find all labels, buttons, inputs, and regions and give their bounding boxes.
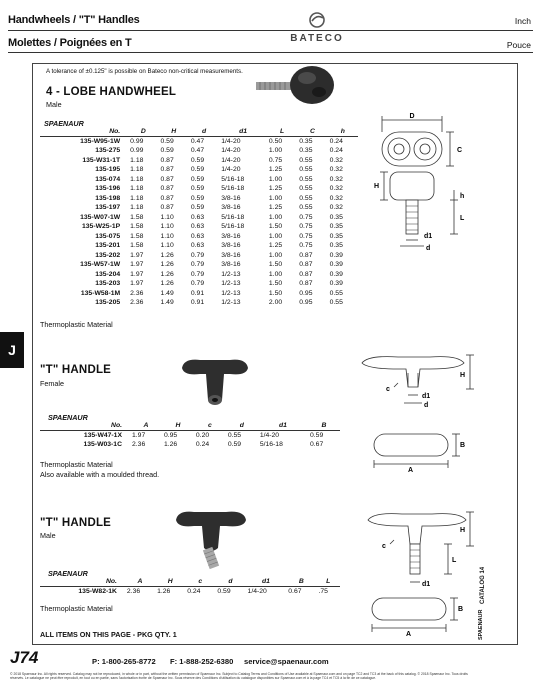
table-cell: 0.79 — [190, 270, 205, 278]
table-cell: 1.00 — [268, 147, 283, 154]
table-cell: 1.26 — [160, 280, 174, 287]
table-cell: 0.59 — [190, 185, 205, 192]
section2-extra-note: Also available with a moulded thread. — [40, 470, 160, 479]
table-row — [40, 440, 340, 450]
table-cell: 1.18 — [130, 194, 144, 202]
column-header: d1 — [258, 421, 308, 430]
part-number-cell: 135-203 — [95, 280, 121, 287]
section3-subtitle: Male — [40, 531, 56, 540]
table-cell: 0.87 — [299, 251, 313, 259]
table-cell: 0.87 — [160, 194, 174, 202]
section2-subtitle: Female — [40, 379, 64, 388]
section1-subtitle: Male — [46, 100, 62, 109]
header-title-en: Handwheels / "T" Handles — [8, 14, 140, 26]
table-row — [40, 279, 358, 289]
part-number-cell: 135-W58-1M — [80, 289, 121, 297]
diagram-label-d: d — [426, 245, 431, 252]
table-cell: 1/4-20 — [221, 137, 241, 145]
table-cell: 0.59 — [310, 431, 324, 439]
table-cell: 0.55 — [329, 289, 343, 297]
t-handle-female-image — [180, 350, 250, 410]
table-cell: 1.25 — [268, 204, 283, 211]
part-number-cell: 135-204 — [95, 270, 121, 278]
table-cell: 1.58 — [130, 213, 144, 221]
table-cell: 1.50 — [268, 223, 283, 230]
table-cell: 1.97 — [130, 280, 144, 287]
table-cell: 1.10 — [160, 223, 174, 230]
table-cell: 0.59 — [190, 175, 205, 183]
table-cell: 3/8-16 — [221, 194, 241, 202]
table-cell: 0.79 — [190, 261, 205, 268]
table-cell: 1.25 — [268, 185, 283, 192]
table-cell: 0.75 — [299, 242, 313, 249]
footer-email[interactable]: service@spaenaur.com — [244, 657, 329, 666]
column-header: H — [155, 577, 185, 586]
table-cell: 3/8-16 — [221, 261, 241, 268]
table-cell: 1.97 — [130, 261, 144, 268]
lobe-handwheel-diagram — [362, 112, 477, 252]
table-cell: 0.59 — [217, 587, 231, 595]
table-cell: 0.55 — [299, 166, 313, 173]
diagram-label-B: B — [458, 606, 464, 613]
table-cell: 0.55 — [299, 204, 313, 211]
table-cell: 0.55 — [227, 431, 242, 439]
table-cell: 0.59 — [190, 194, 205, 202]
diagram-label-C: C — [457, 147, 463, 154]
diagram-label-L: L — [460, 215, 465, 222]
table-cell: 0.55 — [299, 185, 313, 192]
header-divider-bottom — [8, 52, 533, 53]
table-cell: 0.95 — [299, 289, 313, 297]
table-cell: 0.59 — [160, 147, 174, 154]
table-cell: 1.26 — [160, 270, 174, 278]
section3-material: Thermoplastic Material — [40, 604, 113, 613]
table-cell: 5/16-18 — [221, 213, 245, 221]
table-cell: 0.79 — [190, 251, 205, 259]
part-number-cell: 135-W03-1C — [83, 441, 122, 448]
table-cell: 0.75 — [299, 213, 313, 221]
column-header: No. — [40, 421, 130, 430]
t-handle-male-side-diagram — [360, 500, 475, 588]
table-cell: 1/2-13 — [221, 270, 241, 278]
table-cell: 0.87 — [160, 175, 174, 183]
part-number-cell: 135-W47-1X — [83, 431, 122, 439]
section1-spec-table — [40, 127, 358, 308]
table-cell: 0.79 — [190, 280, 205, 287]
column-header: H — [159, 127, 189, 136]
page-number: J74 — [10, 648, 39, 667]
table-cell: 1/4-20 — [247, 587, 267, 595]
section3-title: "T" HANDLE — [40, 517, 112, 529]
table-cell: 5/16-18 — [221, 175, 245, 183]
column-header: A — [130, 421, 162, 430]
table-cell: 0.59 — [227, 441, 242, 448]
table-cell: 0.99 — [130, 137, 144, 145]
table-row — [40, 586, 340, 596]
part-number-cell: 135-195 — [95, 166, 121, 173]
package-quantity-note: ALL ITEMS ON THIS PAGE - PKG QTY. 1 — [40, 630, 177, 639]
column-header: L — [267, 127, 297, 136]
table-cell: 1.10 — [160, 242, 174, 249]
section2-material: Thermoplastic Material — [40, 460, 113, 469]
diagram-label-d1: d1 — [422, 393, 431, 400]
diagram-label-d1: d1 — [424, 233, 433, 240]
table-cell: 2.36 — [126, 587, 141, 595]
table-cell: 0.99 — [130, 147, 144, 154]
brand-name: BATECO — [290, 33, 344, 44]
diagram-label-B: B — [460, 442, 466, 449]
table-cell: 0.32 — [329, 194, 343, 202]
table-cell: 1.25 — [268, 166, 283, 173]
column-header: A — [125, 577, 155, 586]
section2-brand-label: SPAENAUR — [48, 413, 88, 422]
diagram-label-D: D — [409, 113, 415, 120]
table-cell: 0.39 — [329, 270, 343, 278]
table-row — [40, 232, 358, 242]
table-row — [40, 203, 358, 213]
table-cell: 1/4-20 — [221, 147, 241, 154]
header-unit-en: Inch — [514, 16, 531, 26]
part-number-cell: 135-W95-1W — [80, 137, 121, 145]
column-header: B — [308, 421, 340, 430]
table-cell: 1.18 — [130, 185, 144, 192]
table-cell: 2.36 — [132, 441, 146, 448]
table-cell: 3/8-16 — [221, 204, 241, 211]
table-cell: 0.35 — [329, 213, 343, 221]
t-handle-male-image — [174, 500, 254, 572]
table-cell: 1.58 — [130, 242, 144, 249]
table-cell: 0.24 — [187, 587, 201, 595]
column-header: No. — [40, 577, 125, 586]
table-row — [40, 270, 358, 280]
section3-spec-table — [40, 577, 340, 596]
table-cell: 0.32 — [329, 204, 343, 211]
column-header: B — [286, 577, 316, 586]
table-cell: 1/4-20 — [221, 166, 241, 173]
table-cell: 0.32 — [329, 166, 343, 173]
table-cell: 1.58 — [130, 232, 144, 240]
table-cell: 0.59 — [190, 204, 205, 211]
table-header-row — [40, 577, 340, 586]
table-cell: 1.49 — [160, 289, 174, 297]
table-cell: 0.87 — [160, 156, 174, 164]
column-header: No. — [40, 127, 128, 136]
tolerance-note: A tolerance of ±0.125" is possible on Bateco non-critical measurements. — [46, 68, 243, 75]
table-row — [40, 289, 358, 299]
table-row — [40, 184, 358, 194]
table-cell: 0.63 — [190, 242, 205, 249]
table-cell: 0.24 — [329, 147, 343, 154]
table-cell: 1.10 — [160, 232, 174, 240]
part-number-cell: 135-196 — [95, 185, 121, 192]
part-number-cell: 135-201 — [95, 242, 121, 249]
diagram-label-A: A — [408, 467, 414, 474]
table-cell: 0.55 — [329, 299, 343, 306]
table-cell: 0.47 — [190, 147, 205, 154]
column-header: D — [128, 127, 158, 136]
table-row — [40, 156, 358, 166]
table-cell: 1.18 — [130, 156, 144, 164]
table-cell: 0.87 — [299, 261, 313, 268]
table-cell: 0.87 — [299, 270, 313, 278]
part-number-cell: 135-197 — [95, 204, 121, 211]
header-unit-fr: Pouce — [506, 40, 531, 50]
table-row — [40, 165, 358, 175]
table-row — [40, 298, 358, 308]
part-number-cell: 135-205 — [95, 299, 121, 306]
table-cell: 0.32 — [329, 175, 343, 183]
part-number-cell: 135-198 — [95, 194, 121, 202]
part-number-cell: 135-075 — [95, 232, 121, 240]
table-cell: 1.00 — [268, 232, 283, 240]
table-cell: 0.75 — [299, 223, 313, 230]
section2-title: "T" HANDLE — [40, 364, 112, 376]
table-row — [40, 194, 358, 204]
section2-spec-table — [40, 421, 340, 450]
table-cell: 0.35 — [299, 137, 313, 145]
table-cell: 1.00 — [268, 251, 283, 259]
diagram-label-h: h — [460, 193, 465, 200]
table-cell: 1.18 — [130, 166, 144, 173]
table-cell: 1.00 — [268, 175, 283, 183]
header-divider — [8, 30, 533, 31]
diagram-label-A: A — [406, 631, 412, 638]
table-cell: 0.35 — [299, 147, 313, 154]
table-cell: 0.55 — [299, 156, 313, 164]
column-header: L — [316, 577, 340, 586]
table-cell: 1.50 — [268, 261, 283, 268]
lobe-handwheel-image — [252, 56, 337, 106]
table-cell: 0.50 — [268, 137, 283, 145]
part-number-cell: 135-W07-1W — [80, 213, 121, 221]
table-row — [40, 241, 358, 251]
table-cell: 0.32 — [329, 156, 343, 164]
table-cell: 0.75 — [268, 156, 283, 164]
table-cell: 1.26 — [163, 441, 178, 448]
table-cell: 0.87 — [160, 204, 174, 211]
table-cell: 0.95 — [163, 431, 178, 439]
diagram-label-c: c — [382, 543, 386, 550]
table-cell: 0.63 — [190, 232, 205, 240]
brand-mark-icon — [306, 12, 328, 28]
column-header: h — [328, 127, 358, 136]
table-cell: 1.26 — [160, 251, 174, 259]
table-cell: 0.35 — [329, 232, 343, 240]
diagram-label-H: H — [460, 527, 466, 534]
diagram-label-H: H — [460, 372, 466, 379]
table-cell: 1.18 — [130, 175, 144, 183]
table-cell: 3/8-16 — [221, 251, 241, 259]
table-row — [40, 146, 358, 156]
table-cell: 0.55 — [299, 194, 313, 202]
part-number-cell: 135-202 — [95, 251, 121, 259]
table-cell: 0.39 — [329, 280, 343, 287]
footer-fax: F: 1-888-252-6380 — [170, 657, 234, 666]
table-cell: 0.20 — [195, 431, 210, 439]
table-cell: 2.36 — [130, 299, 144, 306]
part-number-cell: 135-W57-1W — [80, 261, 121, 268]
table-cell: 5/16-18 — [221, 223, 245, 230]
table-cell: 0.67 — [310, 441, 324, 448]
brand-logo — [282, 12, 352, 52]
diagram-label-d1: d1 — [422, 581, 431, 588]
column-header: c — [194, 421, 226, 430]
table-row — [40, 260, 358, 270]
column-header: d1 — [246, 577, 287, 586]
column-header: d — [189, 127, 219, 136]
table-cell: 0.75 — [299, 232, 313, 240]
table-cell: 1.97 — [130, 251, 144, 259]
table-cell: 1.49 — [160, 299, 174, 306]
table-cell: 0.24 — [195, 441, 210, 448]
diagram-label-H: H — [374, 183, 380, 190]
section1-title: 4 - LOBE HANDWHEEL — [46, 86, 177, 98]
table-cell: 1.50 — [268, 280, 283, 287]
t-handle-male-top-diagram — [370, 594, 470, 636]
table-cell: 0.39 — [329, 251, 343, 259]
table-cell: 1.00 — [268, 194, 283, 202]
table-cell: 1.26 — [160, 261, 174, 268]
table-cell: .75 — [318, 587, 328, 595]
table-cell: 0.55 — [299, 175, 313, 183]
diagram-label-L: L — [452, 557, 457, 564]
column-header: d1 — [219, 127, 267, 136]
table-cell: 0.35 — [329, 223, 343, 230]
table-header-row — [40, 421, 340, 430]
column-header: d — [226, 421, 258, 430]
table-cell: 0.59 — [190, 156, 205, 164]
diagram-label-d: d — [424, 402, 429, 409]
table-cell: 1.00 — [268, 213, 283, 221]
side-brand: SPAENAUR — [478, 609, 484, 640]
table-cell: 0.67 — [288, 587, 302, 595]
table-cell: 1.00 — [268, 270, 283, 278]
table-cell: 0.63 — [190, 223, 205, 230]
table-cell: 0.87 — [299, 280, 313, 287]
table-cell: 0.87 — [160, 185, 174, 192]
column-header: d — [215, 577, 245, 586]
table-cell: 0.35 — [329, 242, 343, 249]
section1-brand-label: SPAENAUR — [44, 119, 84, 128]
table-cell: 1.25 — [268, 242, 283, 249]
part-number-cell: 135-074 — [95, 175, 121, 183]
part-number-cell: 135-275 — [95, 147, 121, 154]
table-header-row — [40, 127, 358, 136]
table-cell: 0.87 — [160, 166, 174, 173]
table-cell: 2.36 — [130, 289, 144, 297]
table-cell: 1.26 — [157, 587, 171, 595]
table-cell: 1.50 — [268, 289, 283, 297]
column-header: C — [297, 127, 327, 136]
table-cell: 1.58 — [130, 223, 144, 230]
table-cell: 1/4-20 — [221, 156, 241, 164]
table-row — [40, 175, 358, 185]
table-cell: 0.47 — [190, 137, 205, 145]
table-row — [40, 136, 358, 146]
column-header: c — [185, 577, 215, 586]
table-cell: 0.59 — [190, 166, 205, 173]
part-number-cell: 135-W25-1P — [82, 223, 121, 230]
table-cell: 3/8-16 — [221, 242, 241, 249]
table-cell: 1/4-20 — [259, 431, 280, 439]
footer-phone: P: 1-800-265-8772 — [92, 657, 156, 666]
table-cell: 0.63 — [190, 213, 205, 221]
table-cell: 0.59 — [160, 137, 174, 145]
table-row — [40, 222, 358, 232]
table-cell: 0.39 — [329, 261, 343, 268]
section3-brand-label: SPAENAUR — [48, 569, 88, 578]
table-row — [40, 430, 340, 440]
catalog-tag: CATALOG 14 — [480, 566, 486, 604]
table-cell: 1.97 — [132, 431, 146, 439]
column-header: H — [162, 421, 194, 430]
table-cell: 1/2-13 — [221, 289, 241, 297]
table-cell: 0.32 — [329, 185, 343, 192]
legal-text: © 2018 Spaenaur Inc. All rights reserved. Catalog may not be reproduced, in whole or in part, without the written permission of Spaenaur Inc. Subject to Catalog Terms and Conditions of Use available at Spaenaur.com and on page TC2 and TC3 at the back of this catalog. © 2018 Spaenaur Inc. Tous droits réservés. Le catalogue ne peut être reproduit, en tout ou en partie, sans l'autorisation écrite de Spaenaur Inc. Sous réserve des Conditions d'utilisation du catalogue disponibles sur Spaenaur.com et à la page TC4 et TC5 à la fin de ce catalogue. — [10, 672, 468, 681]
table-cell: 0.95 — [299, 299, 313, 306]
table-row — [40, 251, 358, 261]
table-cell: 1.18 — [130, 204, 144, 211]
header-title-fr: Molettes / Poignées en T — [8, 37, 132, 49]
diagram-label-c: c — [386, 386, 390, 393]
t-handle-female-side-diagram — [354, 343, 474, 418]
table-cell: 2.00 — [268, 299, 283, 306]
table-cell: 0.91 — [190, 289, 205, 297]
table-cell: 1/2-13 — [221, 299, 241, 306]
part-number-cell: 135-W31-1T — [82, 156, 121, 164]
table-cell: 5/16-18 — [259, 441, 283, 448]
table-cell: 1/2-13 — [221, 280, 241, 287]
table-cell: 0.91 — [190, 299, 205, 306]
table-cell: 1.97 — [130, 270, 144, 278]
table-row — [40, 213, 358, 223]
table-cell: 5/16-18 — [221, 185, 245, 192]
table-cell: 0.24 — [329, 137, 343, 145]
table-cell: 3/8-16 — [221, 232, 241, 240]
section-tab: J — [0, 332, 24, 368]
t-handle-female-top-diagram — [372, 430, 472, 472]
part-number-cell: 135-W82-1K — [78, 587, 117, 595]
section1-material: Thermoplastic Material — [40, 320, 113, 329]
table-cell: 1.10 — [160, 213, 174, 221]
